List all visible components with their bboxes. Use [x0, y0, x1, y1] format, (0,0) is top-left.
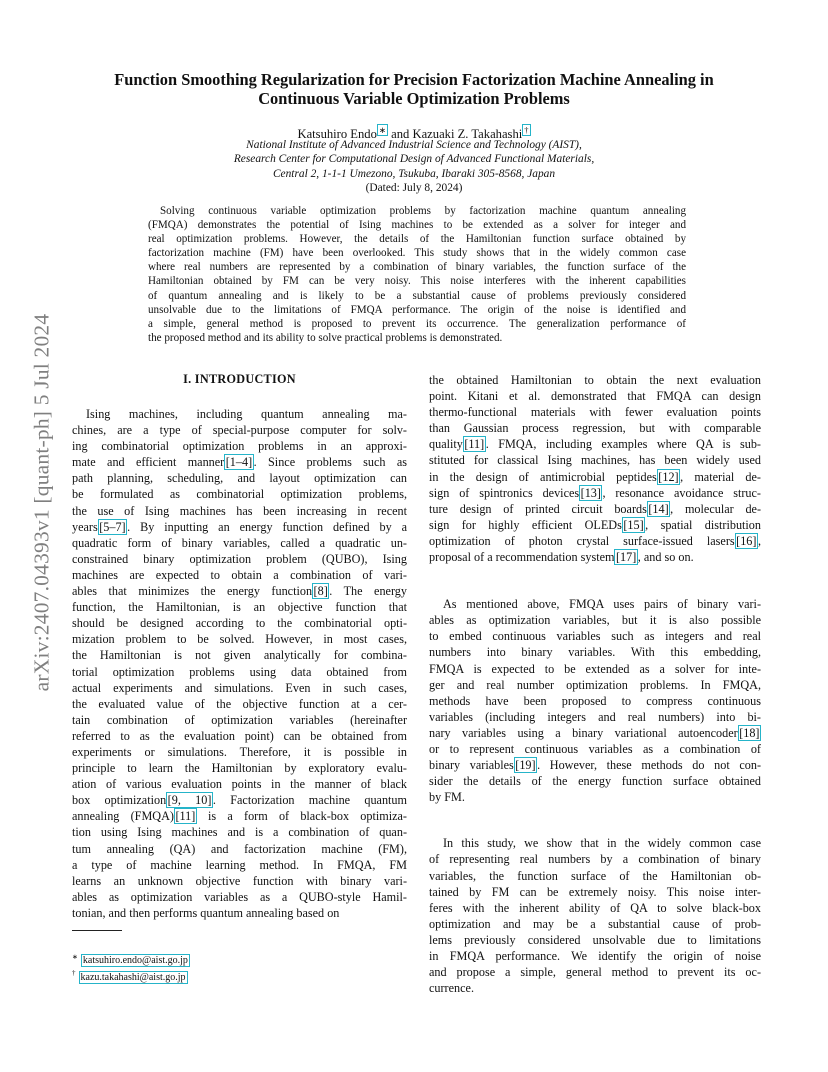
text-run: . However, these methods do not con- [537, 758, 761, 773]
text-line [72, 406, 407, 422]
text-run: be formulated as combinatorial optimization problems, [72, 487, 407, 502]
text-run: As mentioned above, FMQA uses pairs of binary vari- [443, 597, 761, 612]
text-line [429, 436, 761, 452]
text-line [72, 647, 407, 663]
footnotes [72, 951, 407, 984]
text-line [429, 789, 761, 805]
text-run: . Since problems such as [253, 455, 407, 470]
text-line [72, 776, 407, 792]
text-line [429, 388, 761, 404]
text-line [429, 757, 761, 773]
text-line [429, 404, 761, 420]
text-run: Ising machines, including quantum annealing ma- [86, 407, 407, 421]
text-run: chines, are a type of special-purpose computer for solv- [72, 423, 407, 438]
text-run: variables, the function surface of the Hamiltonian ob- [429, 868, 761, 883]
text-line [72, 696, 407, 712]
text-run: in FMQA performance. We identify the origin of noise [429, 949, 761, 963]
citation-link[interactable]: [19] [515, 758, 536, 773]
text-line [429, 835, 761, 851]
citation-link[interactable]: [17] [615, 550, 637, 565]
text-run: stituted for classical Ising machines, has been widely used [429, 453, 761, 468]
text-line [429, 596, 761, 612]
text-line [72, 808, 407, 824]
text-line [72, 519, 407, 535]
text-line [429, 533, 761, 549]
text-run: of representing real numbers by a combination of binary [429, 852, 761, 867]
text-line [72, 760, 407, 776]
text-line [429, 693, 761, 709]
footnote-divider [72, 930, 122, 931]
text-run: machines are expected to obtain a combination of vari- [72, 567, 407, 582]
text-line [72, 422, 407, 438]
text-run: ation of various evaluation points in the manner of black [72, 777, 407, 792]
abstract-line: real optimization problems. However, the details of the Hamiltonian function surface obtained by [148, 233, 686, 246]
footnote-mark: ∗ [72, 953, 78, 961]
text-run: than Gaussian process regression, but with comparable [429, 421, 761, 436]
email-link[interactable]: katsuhiro.endo@aist.go.jp [82, 955, 188, 967]
text-run: ables as optimization variables, but it is also possible [429, 613, 761, 628]
arxiv-identifier[interactable]: arXiv:2407.04393v1 [quant-ph] 5 Jul 2024 [29, 313, 54, 691]
text-run: function, the Hamiltonian, is an objective function that [72, 600, 407, 615]
text-run: path planning, scheduling, and layout optimization can [72, 471, 407, 486]
text-run: is a form of black-box optimiza- [196, 809, 407, 824]
text-line [429, 485, 761, 501]
text-line [72, 567, 407, 583]
text-run: . The energy [329, 584, 407, 599]
affiliation [100, 138, 728, 181]
text-run: the use of Ising machines has been increasing in recent [72, 503, 407, 518]
text-line [72, 905, 407, 921]
text-run: ables as optimization variables as a QUBO-style Hamil- [72, 889, 407, 904]
text-run: nary variables using a binary variational autoencoder [429, 725, 738, 740]
text-line [429, 549, 761, 565]
text-run: tained by FM can be extremely noisy. This noise inter- [429, 884, 761, 899]
text-line [72, 857, 407, 873]
abstract-line: Hamiltonian obtained by FM can be very noisy. This noise interferes with the inherent capabilities [148, 275, 686, 288]
citation-link[interactable]: [9, 10] [167, 793, 212, 808]
text-line [429, 980, 761, 996]
text-run: sign of spintronics devices [429, 485, 580, 500]
text-run: experiments or simulations. Therefore, it is possible in [72, 744, 407, 759]
text-run: mization problem to be solved. However, in most cases, [72, 632, 407, 647]
citation-link[interactable]: [1–4] [225, 455, 253, 470]
paper-title [60, 70, 768, 108]
footnote [72, 967, 407, 983]
citation-link[interactable]: [8] [313, 584, 328, 599]
text-run: . Factorization machine quantum [212, 793, 407, 808]
text-line [429, 709, 761, 725]
text-run: sign for highly efficient OLEDs [429, 517, 622, 532]
text-run: by FM. [429, 790, 465, 805]
abstract [148, 204, 686, 345]
paragraph [429, 596, 761, 805]
text-run: , and so on. [637, 550, 694, 565]
text-run: tion using Ising machines and is a combination of quan- [72, 825, 407, 840]
text-line [72, 680, 407, 696]
abstract-line: factorization machine (FM) have been overlooked. This study shows that in the widely common case [148, 247, 686, 260]
abstract-line: (FMQA) demonstrates the potential of Ising machines to be extended as a solver for integer and [148, 219, 686, 232]
text-run: sider the details of the energy function surface obtained [429, 774, 761, 789]
citation-link[interactable]: [11] [464, 437, 485, 452]
text-line [72, 792, 407, 808]
text-run: ture design of printed circuit boards [429, 501, 647, 516]
text-line [72, 631, 407, 647]
left-column [72, 406, 407, 921]
text-run: In this study, we show that in the widely common case [443, 836, 761, 851]
text-run: the Hamiltonian is not given analytically for combina- [72, 648, 407, 663]
text-line [429, 661, 761, 677]
text-run: tum annealing (QA) and factorization machine (FM), [72, 841, 407, 856]
footnote-link[interactable]: † [524, 125, 529, 135]
text-line [429, 372, 761, 388]
text-run: point. Kitani et al. demonstrated that FMQA can design [429, 389, 761, 404]
text-line [429, 851, 761, 867]
text-line [429, 916, 761, 932]
text-line [72, 841, 407, 857]
text-line [429, 868, 761, 884]
arxiv-stamp [22, 292, 62, 712]
abstract-line: unsolvable due to the limitations of FMQA performance. The origin of the noise is identified and [148, 303, 686, 316]
text-line [72, 615, 407, 631]
text-run: FMQA is expected to be extended as a solver for inte- [429, 661, 761, 676]
text-run: optimization and may be a substantial cause of prob- [429, 916, 761, 931]
text-line [72, 728, 407, 744]
text-run: feres with the inherent ability of QA to solve black-box [429, 900, 761, 915]
text-run: actual experiments and simulations. Even in such cases, [72, 680, 407, 695]
text-run: principle to learn the Hamiltonian by exploratory evalu- [72, 761, 407, 776]
paragraph [429, 372, 761, 565]
text-run: , spatial distribution [645, 517, 761, 532]
text-run: should be designed according to the combinatorial opti- [72, 616, 407, 631]
citation-link[interactable]: [18] [739, 725, 760, 740]
text-run: methods have been proposed to compress continuous [429, 693, 761, 708]
abstract-line: the proposed method and its ability to solve practical problems is demonstrated. [148, 331, 503, 344]
text-run: learns an unknown objective function with binary vari- [72, 873, 407, 888]
text-line [429, 469, 761, 485]
footnote [72, 951, 407, 967]
text-line [429, 884, 761, 900]
text-run: numbers into binary variables. With this embedding, [429, 645, 761, 660]
text-line [72, 712, 407, 728]
text-run: torial optimization problems using data obtained from [72, 664, 407, 679]
text-run: quality [429, 437, 463, 452]
text-line [72, 824, 407, 840]
affiliation-line: Central 2, 1-1-1 Umezono, Tsukuba, Ibaraki 305-8568, Japan [272, 167, 556, 180]
text-run: optimization of photon crystal surface-issued lasers [429, 533, 735, 548]
text-line [72, 535, 407, 551]
footnote-link[interactable]: ∗ [378, 125, 387, 135]
text-run: ing combinatorial optimization problems in an approxi- [72, 439, 407, 454]
title-line: Function Smoothing Regularization for Precision Factorization Machine Annealing in [114, 70, 714, 89]
text-line [429, 964, 761, 980]
text-run: . FMQA, including examples where QA is sub- [485, 437, 761, 452]
text-run: ger and real number optimization problems. In FMQA, [429, 677, 761, 692]
text-line [429, 612, 761, 628]
text-line [429, 725, 761, 741]
text-run: to embed continuous variables such as integers and real [429, 629, 761, 644]
author-name: Katsuhiro Endo [297, 127, 377, 142]
paragraph [429, 835, 761, 996]
text-run: thermo-functional materials with fewer evaluation points [429, 405, 761, 420]
text-line [429, 932, 761, 948]
text-run: tonian, and then performs quantum annealing based on [72, 905, 340, 920]
text-run: box optimization [72, 793, 167, 808]
text-line [429, 677, 761, 693]
text-run: proposal of a recommendation system [429, 550, 615, 565]
text-run: , resonance avoidance struc- [602, 485, 761, 500]
text-run: . By inputting an energy function defined by a [127, 519, 407, 534]
citation-link[interactable]: [12] [658, 469, 679, 484]
text-line [72, 503, 407, 519]
text-run: constrained binary optimization problem (QUBO), Ising [72, 551, 407, 566]
author-joiner: and [388, 127, 413, 142]
dated-line: (Dated: July 8, 2024) [365, 182, 463, 194]
text-line [72, 583, 407, 599]
text-line [72, 551, 407, 567]
text-run: referred to as the evaluation point) can be obtained from [72, 728, 407, 743]
email-link[interactable]: kazu.takahashi@aist.go.jp [80, 971, 186, 983]
citation-link[interactable]: [5–7] [99, 519, 126, 534]
text-run: the obtained Hamiltonian to obtain the next evaluation [429, 373, 761, 387]
text-run: variables (including integers and real numbers) into bi- [429, 709, 761, 724]
text-line [429, 628, 761, 644]
text-run: , molecular de- [670, 501, 761, 516]
citation-link[interactable]: [13] [580, 485, 601, 500]
text-run: and propose a simple, general method to prevent its oc- [429, 965, 761, 980]
text-run: quadratic form of binary variables, called a quadratic un- [72, 535, 407, 550]
abstract-line: Solving continuous variable optimization problems by factorization machine quantum annealing [160, 205, 686, 217]
affiliation-line: Research Center for Computational Design of Advanced Functional Materials, [233, 153, 595, 166]
text-run: years [72, 519, 98, 534]
text-line [429, 452, 761, 468]
abstract-line: a simple, general method is proposed to prevent its occurrence. The generalization performance of [148, 317, 686, 330]
text-run: mate and efficient manner [72, 455, 225, 470]
text-line [429, 420, 761, 436]
text-run: lems previously considered unsolvable due to limitations [429, 932, 761, 947]
text-run: , material de- [680, 469, 761, 484]
text-run: , [757, 533, 761, 548]
text-run: the evaluated value of the objective function at a cer- [72, 696, 407, 711]
citation-link[interactable]: [16] [736, 533, 757, 548]
text-run: in the design of antimicrobial peptides [429, 469, 657, 484]
text-line [72, 744, 407, 760]
section-heading: I. INTRODUCTION [183, 372, 296, 386]
title-line: Continuous Variable Optimization Problems [258, 89, 570, 108]
text-line [429, 517, 761, 533]
text-line [429, 900, 761, 916]
abstract-line: where real numbers are represented by a combination of binary variables, the function surface of the [148, 261, 686, 274]
text-run: or to represent continuous variables as a combination of [429, 741, 761, 756]
citation-link[interactable]: [15] [623, 517, 644, 532]
text-line [72, 454, 407, 470]
text-line [429, 948, 761, 964]
text-run: annealing (FMQA) [72, 809, 174, 824]
footnote-mark: † [72, 969, 76, 978]
right-column [429, 372, 761, 996]
text-run: currence. [429, 981, 474, 996]
text-run: ables that minimizes the energy function [72, 584, 313, 599]
text-line [72, 438, 407, 454]
citation-link[interactable]: [11] [175, 809, 196, 824]
text-line [72, 486, 407, 502]
text-line [72, 873, 407, 889]
text-line [72, 599, 407, 615]
text-line [429, 773, 761, 789]
text-run: tain combination of optimization variables (hereinafter [72, 712, 407, 727]
text-line [429, 501, 761, 517]
text-line [72, 470, 407, 486]
text-run: a type of machine learning method. In FMQA, FM [72, 857, 407, 872]
text-line [72, 889, 407, 905]
affiliation-line: National Institute of Advanced Industrial Science and Technology (AIST), [246, 139, 582, 151]
author-name: Kazuaki Z. Takahashi [412, 127, 523, 142]
abstract-line: of quantum annealing and is likely to be a substantial cause of problems previously considered [148, 289, 686, 302]
text-line [429, 644, 761, 660]
text-run: binary variables [429, 758, 514, 773]
text-line [72, 664, 407, 680]
text-line [429, 741, 761, 757]
citation-link[interactable]: [14] [648, 501, 669, 516]
